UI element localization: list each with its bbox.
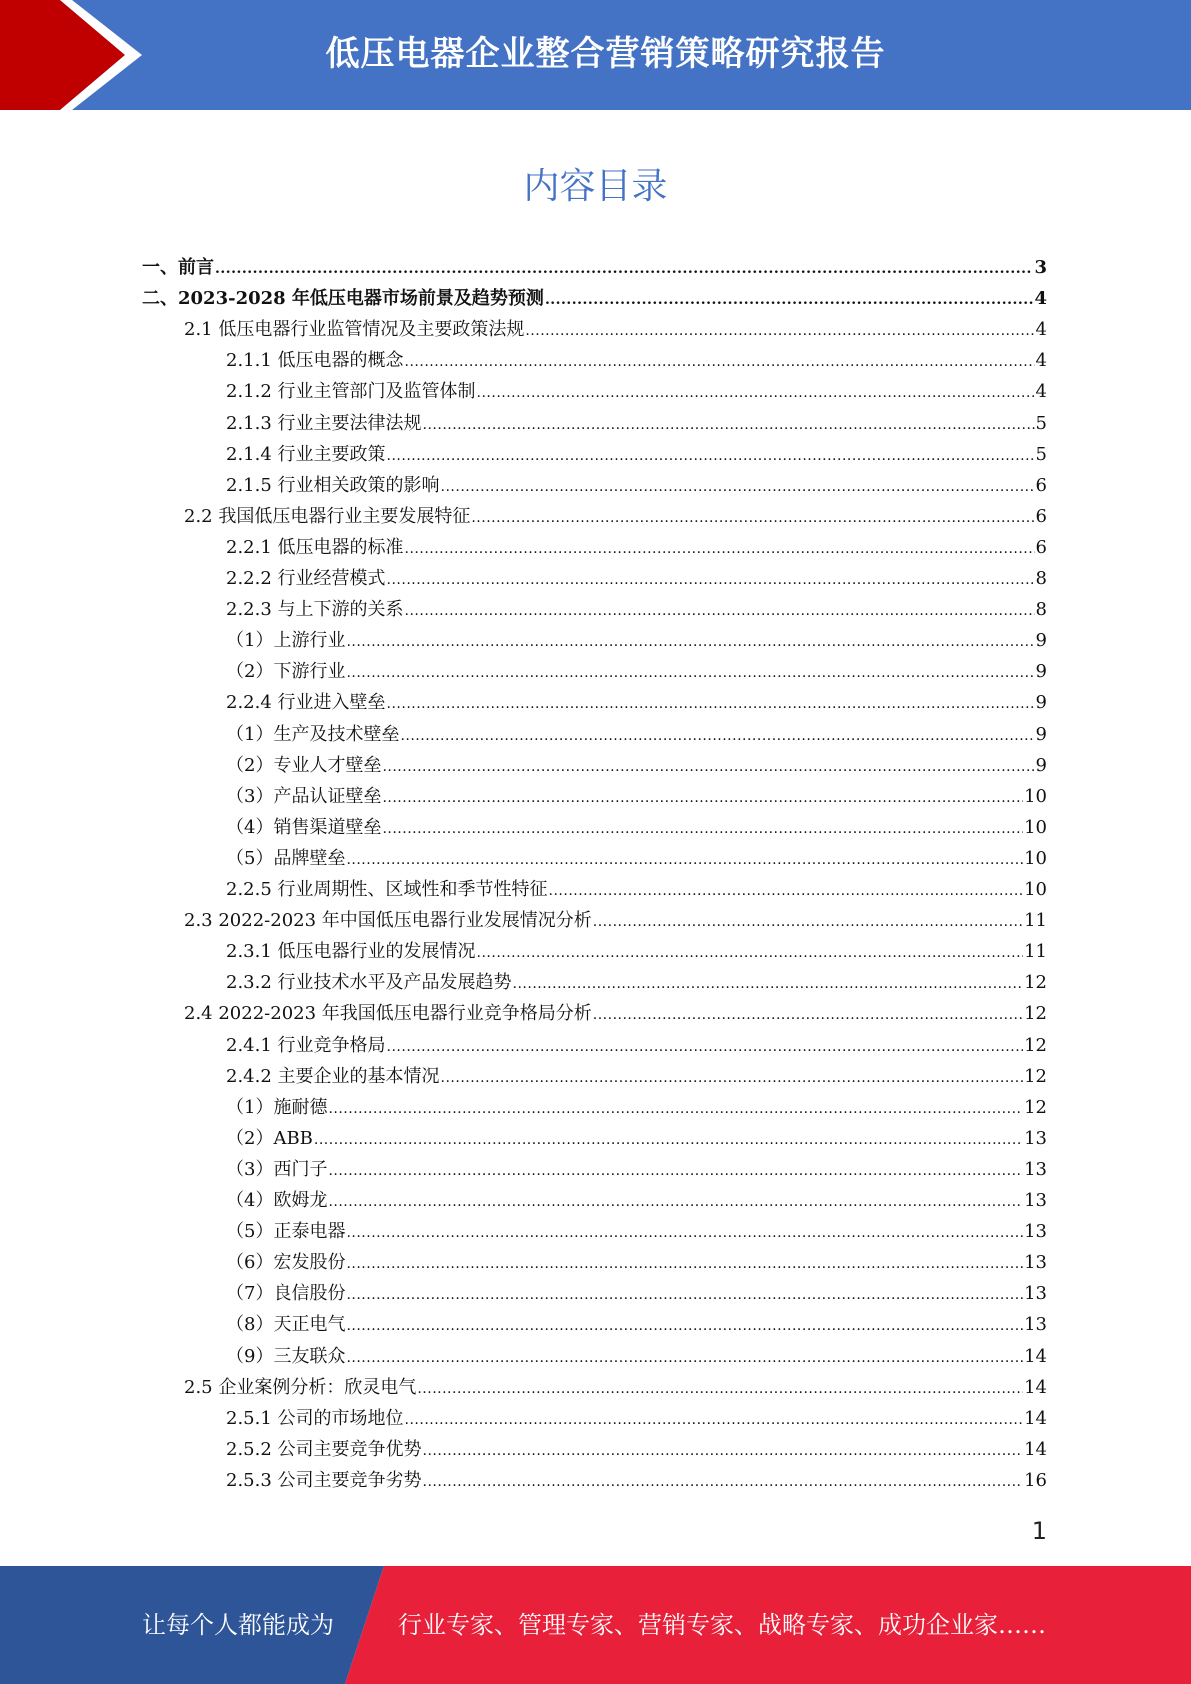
toc-entry-label: 2.1.4 行业主要政策 — [226, 443, 386, 465]
toc-entry-label: （5）正泰电器 — [226, 1221, 346, 1243]
toc-entry[interactable] — [226, 1435, 1047, 1466]
toc-dot-leader — [477, 945, 1024, 961]
toc-entry-label: （8）天正电气 — [226, 1314, 346, 1336]
toc-entry-page: 13 — [1024, 1314, 1047, 1336]
toc-entry[interactable] — [226, 1279, 1047, 1310]
toc-entry-label: 2.1.1 低压电器的概念 — [226, 350, 404, 372]
toc-dot-leader — [405, 1412, 1024, 1428]
toc-entry-page: 8 — [1035, 568, 1047, 589]
toc-entry-page: 12 — [1024, 1003, 1047, 1025]
toc-entry-page: 10 — [1024, 879, 1047, 900]
toc-entry-label: （1）施耐德 — [226, 1096, 328, 1118]
toc-entry-page: 3 — [1034, 257, 1047, 278]
toc-entry-page: 9 — [1035, 754, 1047, 776]
toc-dot-leader — [387, 1039, 1024, 1055]
toc-entry[interactable] — [226, 968, 1047, 999]
toc-entry-label: 一、前言 — [142, 257, 214, 278]
page-header — [0, 0, 1191, 110]
toc-entry-page: 4 — [1034, 288, 1047, 310]
toc-dot-leader — [387, 448, 1035, 464]
toc-entry-label: 2.5.2 公司主要竞争优势 — [226, 1438, 422, 1460]
toc-entry[interactable] — [226, 409, 1047, 440]
toc-entry[interactable] — [226, 844, 1047, 875]
toc-entry-page: 9 — [1035, 692, 1047, 714]
toc-dot-leader — [405, 541, 1035, 557]
toc-dot-leader — [417, 1381, 1023, 1397]
toc-entry-page: 13 — [1024, 1127, 1047, 1149]
toc-entry-page: 6 — [1035, 474, 1047, 496]
toc-dot-leader — [525, 323, 1034, 339]
toc-entry-page: 4 — [1035, 350, 1047, 372]
toc-dot-leader — [549, 883, 1024, 899]
toc-entry[interactable] — [226, 346, 1047, 377]
toc-entry[interactable] — [226, 937, 1047, 968]
toc-entry-label: （9）三友联众 — [226, 1345, 346, 1367]
toc-entry-label: （3）产品认证壁垒 — [226, 785, 382, 807]
toc-entry[interactable] — [226, 1186, 1047, 1217]
toc-entry-page: 14 — [1024, 1345, 1047, 1367]
toc-dot-leader — [441, 1070, 1024, 1086]
toc-entry-page: 11 — [1024, 941, 1047, 963]
toc-entry-label: （4）销售渠道壁垒 — [226, 816, 382, 838]
toc-dot-leader — [346, 852, 1023, 868]
toc-entry-label: 2.4.2 主要企业的基本情况 — [226, 1065, 440, 1087]
toc-entry-label: 2.1.2 行业主管部门及监管体制 — [226, 381, 476, 403]
toc-entry-label: （2）ABB — [226, 1127, 313, 1149]
toc-dot-leader — [328, 1194, 1023, 1210]
toc-entry[interactable] — [226, 1093, 1047, 1124]
toc-entry-label: （7）良信股份 — [226, 1283, 346, 1305]
toc-entry-page: 9 — [1035, 630, 1047, 652]
toc-dot-leader — [423, 1474, 1024, 1490]
report-title: 低压电器企业整合营销策略研究报告 — [325, 34, 886, 74]
toc-entry-label: 2.2.2 行业经营模式 — [226, 568, 386, 589]
toc-entry-page: 11 — [1024, 910, 1047, 932]
toc-entry-page: 12 — [1024, 1034, 1047, 1056]
toc-entry[interactable] — [226, 377, 1047, 408]
toc-dot-leader — [471, 510, 1034, 526]
toc-entry[interactable] — [226, 1217, 1047, 1248]
toc-entry[interactable] — [226, 1342, 1047, 1373]
toc-entry[interactable] — [226, 751, 1047, 782]
toc-entry[interactable] — [226, 471, 1047, 502]
toc-dot-leader — [387, 696, 1035, 712]
toc-dot-leader — [513, 976, 1024, 992]
toc-dot-leader — [215, 261, 1033, 277]
toc-dot-leader — [346, 665, 1034, 681]
toc-entry-page: 12 — [1024, 1065, 1047, 1087]
toc-dot-leader — [545, 292, 1034, 308]
toc-dot-leader — [593, 914, 1023, 930]
toc-entry-page: 6 — [1035, 505, 1047, 527]
toc-entry-label: （4）欧姆龙 — [226, 1190, 328, 1211]
toc-entry[interactable] — [226, 1031, 1047, 1062]
toc-entry-label: 2.1 低压电器行业监管情况及主要政策法规 — [184, 319, 525, 341]
page-number: 1 — [1031, 1517, 1047, 1545]
toc-entry-page: 5 — [1035, 412, 1047, 434]
toc-entry[interactable] — [184, 1373, 1047, 1404]
toc-dot-leader — [346, 1318, 1023, 1334]
footer-slogan-right: 行业专家、管理专家、营销专家、战略专家、成功企业家…… — [398, 1611, 1046, 1639]
footer-slogan-left: 让每个人都能成为 — [142, 1611, 334, 1639]
toc-entry[interactable] — [226, 720, 1047, 751]
toc-entry-label: 2.2.5 行业周期性、区域性和季节性特征 — [226, 879, 548, 900]
toc-entry[interactable] — [226, 1248, 1047, 1279]
toc-dot-leader — [382, 821, 1023, 837]
toc-dot-leader — [346, 1256, 1023, 1272]
toc-entry-page: 14 — [1024, 1407, 1047, 1429]
toc-entry-page: 10 — [1024, 847, 1047, 869]
toc-entry[interactable] — [226, 1310, 1047, 1341]
toc-entry-label: 2.2.3 与上下游的关系 — [226, 599, 404, 621]
toc-entry-label: 2.2.1 低压电器的标准 — [226, 536, 404, 558]
toc-dot-leader — [314, 1132, 1023, 1148]
toc-entry-page: 10 — [1024, 816, 1047, 838]
toc-entry-page: 12 — [1024, 972, 1047, 994]
toc-entry-page: 8 — [1035, 599, 1047, 621]
toc-entry-label: （1）上游行业 — [226, 630, 346, 652]
toc-entry[interactable] — [184, 999, 1047, 1030]
toc-dot-leader — [405, 603, 1035, 619]
toc-entry-page: 14 — [1024, 1438, 1047, 1460]
toc-entry-label: 2.3 2022-2023 年中国低压电器行业发展情况分析 — [184, 910, 592, 932]
toc-entry-page: 13 — [1024, 1221, 1047, 1243]
toc-dot-leader — [400, 728, 1034, 744]
toc-entry-page: 4 — [1035, 381, 1047, 403]
toc-dot-leader — [346, 1225, 1023, 1241]
toc-entry[interactable] — [226, 1124, 1047, 1155]
toc-entry-page: 4 — [1035, 319, 1047, 341]
toc-entry-page: 6 — [1035, 536, 1047, 558]
toc-entry[interactable] — [142, 253, 1047, 284]
toc-title: 内容目录 — [523, 166, 668, 207]
toc-entry[interactable] — [184, 315, 1047, 346]
toc-dot-leader — [382, 759, 1034, 775]
toc-entry-page: 13 — [1024, 1158, 1047, 1180]
toc-entry-label: （2）下游行业 — [226, 661, 346, 683]
toc-entry[interactable] — [226, 657, 1047, 688]
toc-entry-label: 2.5 企业案例分析：欣灵电气 — [184, 1376, 417, 1398]
toc-entry[interactable] — [226, 564, 1047, 595]
toc-entry-label: （3）西门子 — [226, 1158, 328, 1180]
toc-entry-page: 9 — [1035, 723, 1047, 745]
toc-entry-label: （2）专业人才壁垒 — [226, 754, 382, 776]
toc-entry[interactable] — [226, 533, 1047, 564]
toc-entry-page: 12 — [1024, 1096, 1047, 1118]
toc-entry-label: 2.4.1 行业竞争格局 — [226, 1034, 386, 1056]
toc-entry-label: 2.3.2 行业技术水平及产品发展趋势 — [226, 972, 512, 994]
toc-entry[interactable] — [226, 688, 1047, 719]
toc-entry-label: 2.2 我国低压电器行业主要发展特征 — [184, 505, 471, 527]
toc-entry[interactable] — [226, 626, 1047, 657]
toc-dot-leader — [387, 572, 1035, 588]
toc-entry-label: （1）生产及技术壁垒 — [226, 723, 400, 745]
toc-dot-leader — [346, 1350, 1023, 1366]
toc-entry[interactable] — [226, 813, 1047, 844]
toc-dot-leader — [593, 1007, 1023, 1023]
toc-entry-page: 13 — [1024, 1252, 1047, 1274]
toc-dot-leader — [441, 479, 1035, 495]
toc-entry-label: 2.1.5 行业相关政策的影响 — [226, 474, 440, 496]
toc-entry-label: （5）品牌壁垒 — [226, 847, 346, 869]
toc-entry-page: 5 — [1035, 443, 1047, 465]
toc-entry[interactable] — [226, 875, 1047, 906]
toc-dot-leader — [405, 354, 1035, 370]
toc-entry-label: 2.4 2022-2023 年我国低压电器行业竞争格局分析 — [184, 1003, 592, 1025]
toc-entry[interactable] — [226, 782, 1047, 813]
toc-entry[interactable] — [226, 1155, 1047, 1186]
toc-entry-page: 16 — [1024, 1469, 1047, 1491]
toc-entry[interactable] — [142, 284, 1047, 315]
toc-entry-label: 2.5.3 公司主要竞争劣势 — [226, 1469, 422, 1491]
page-footer — [0, 1566, 1191, 1684]
toc-entry-label: 2.5.1 公司的市场地位 — [226, 1407, 404, 1429]
toc-entry[interactable] — [226, 1466, 1047, 1497]
toc-entry-label: （6）宏发股份 — [226, 1252, 346, 1274]
toc-entry-label: 2.3.1 低压电器行业的发展情况 — [226, 941, 476, 963]
toc-entry-page: 9 — [1035, 661, 1047, 683]
toc-dot-leader — [423, 1443, 1024, 1459]
toc-dot-leader — [346, 1287, 1023, 1303]
toc-entry-label: 二、2023-2028 年低压电器市场前景及趋势预测 — [142, 288, 544, 310]
toc-entry-page: 13 — [1024, 1283, 1047, 1305]
toc-dot-leader — [423, 417, 1035, 433]
toc-entry[interactable] — [226, 1062, 1047, 1093]
toc-dot-leader — [346, 634, 1034, 650]
toc-entry[interactable] — [226, 1404, 1047, 1435]
toc-entry[interactable] — [226, 440, 1047, 471]
toc-entry-page: 10 — [1024, 785, 1047, 807]
toc-entry-page: 14 — [1024, 1376, 1047, 1398]
toc-dot-leader — [477, 385, 1035, 401]
toc-dot-leader — [382, 790, 1023, 806]
toc-entry[interactable] — [226, 595, 1047, 626]
toc-entry-page: 13 — [1024, 1190, 1047, 1211]
toc-entry[interactable] — [184, 502, 1047, 533]
toc-entry-label: 2.1.3 行业主要法律法规 — [226, 412, 422, 434]
toc-entry[interactable] — [184, 906, 1047, 937]
toc-dot-leader — [328, 1163, 1023, 1179]
toc-entry-label: 2.2.4 行业进入壁垒 — [226, 692, 386, 714]
toc-dot-leader — [328, 1101, 1023, 1117]
